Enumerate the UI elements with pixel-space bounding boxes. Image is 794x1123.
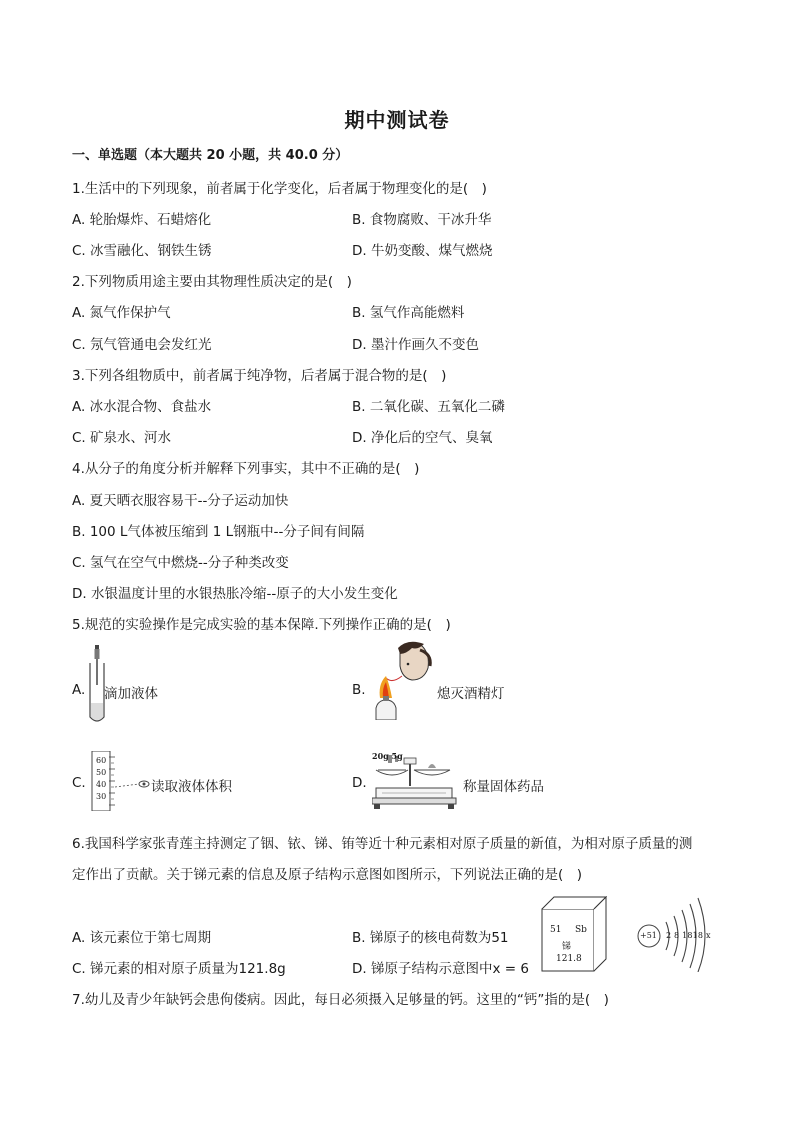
question-1-option-b[interactable]: B. 食物腐败、干冰升华 — [352, 212, 492, 228]
alcohol-lamp-figure — [372, 640, 436, 720]
question-3-option-c[interactable]: C. 矿泉水、河水 — [72, 430, 172, 446]
question-2-option-d[interactable]: D. 墨汁作画久不变色 — [352, 337, 479, 353]
question-5-caption-a: 滴加液体 — [104, 686, 158, 702]
cylinder-tick-40: 40 — [96, 780, 107, 789]
balance-scale-figure — [372, 752, 458, 812]
question-4-option-a[interactable]: A. 夏天晒衣服容易干--分子运动加快 — [72, 493, 289, 509]
question-7-stem: 7.幼儿及青少年缺钙会患佝偻病。因此，每日必须摄入足够量的钙。这里的“钙”指的是( ) — [72, 992, 609, 1008]
question-5-option-c[interactable]: C. — [72, 775, 86, 791]
question-3-option-a[interactable]: A. 冰水混合物、食盐水 — [72, 399, 212, 415]
question-5-option-d[interactable]: D. — [352, 775, 367, 791]
question-2-stem: 2.下列物质用途主要由其物理性质决定的是( ) — [72, 274, 352, 290]
question-2-option-b[interactable]: B. 氢气作高能燃料 — [352, 305, 465, 321]
element-mass: 121.8 — [556, 954, 582, 964]
question-5-caption-c: 读取液体体积 — [151, 779, 232, 795]
atom-nucleus-charge: +51 — [640, 931, 657, 940]
section-heading: 一、单选题（本大题共 20 小题，共 40.0 分） — [72, 148, 349, 163]
cylinder-tick-30: 30 — [96, 792, 107, 801]
element-atomic-number: 51 — [550, 925, 562, 935]
question-3-stem: 3.下列各组物质中，前者属于纯净物，后者属于混合物的是( ) — [72, 368, 447, 384]
question-2-option-a[interactable]: A. 氮气作保护气 — [72, 305, 171, 321]
element-symbol: Sb — [575, 925, 587, 935]
question-4-option-c[interactable]: C. 氢气在空气中燃烧--分子种类改变 — [72, 555, 289, 571]
cylinder-tick-labels — [96, 755, 106, 803]
question-3-option-d[interactable]: D. 净化后的空气、臭氧 — [352, 430, 493, 446]
question-3-option-b[interactable]: B. 二氧化碳、五氧化二磷 — [352, 399, 505, 415]
question-5-option-b[interactable]: B. — [352, 682, 366, 698]
question-5-stem: 5.规范的实验操作是完成实验的基本保障.下列操作正确的是( ) — [72, 617, 451, 633]
question-6-stem-line-1: 6.我国科学家张青莲主持测定了铟、铱、锑、铕等近十种元素相对原子质量的新值，为相对原子质量的测 — [72, 836, 693, 852]
element-name: 锑 — [562, 942, 572, 952]
question-5-caption-b: 熄灭酒精灯 — [437, 686, 505, 702]
cylinder-tick-50: 50 — [96, 768, 107, 777]
question-5-option-a[interactable]: A. — [72, 682, 86, 698]
atom-shell-electrons: 2 8 1818 x — [666, 931, 711, 940]
question-6-option-c[interactable]: C. 锑元素的相对原子质量为121.8g — [72, 961, 286, 977]
question-1-option-d[interactable]: D. 牛奶变酸、煤气燃烧 — [352, 243, 493, 259]
question-1-option-c[interactable]: C. 冰雪融化、钢铁生锈 — [72, 243, 212, 259]
question-6-option-d[interactable]: D. 锑原子结构示意图中x = 6 — [352, 961, 529, 977]
question-4-option-b[interactable]: B. 100 L气体被压缩到 1 L钢瓶中--分子间有间隔 — [72, 524, 365, 540]
question-5-caption-d: 称量固体药品 — [463, 779, 544, 795]
page-title: 期中测试卷 — [344, 108, 450, 132]
question-6-option-a[interactable]: A. 该元素位于第七周期 — [72, 930, 212, 946]
question-1-option-a[interactable]: A. 轮胎爆炸、石蜡熔化 — [72, 212, 212, 228]
question-6-stem-line-2: 定作出了贡献。关于锑元素的信息及原子结构示意图如图所示，下列说法正确的是( ) — [72, 867, 583, 883]
question-4-option-d[interactable]: D. 水银温度计里的水银热胀冷缩--原子的大小发生变化 — [72, 586, 398, 602]
question-6-option-b[interactable]: B. 锑原子的核电荷数为51 — [352, 930, 509, 946]
balance-weight-labels: 20g 5g — [372, 751, 403, 761]
question-4-stem: 4.从分子的角度分析并解释下列事实，其中不正确的是( ) — [72, 461, 420, 477]
question-1-stem: 1.生活中的下列现象，前者属于化学变化，后者属于物理变化的是( ) — [72, 181, 487, 197]
cylinder-tick-60: 60 — [96, 756, 107, 765]
question-2-option-c[interactable]: C. 氖气管通电会发红光 — [72, 337, 212, 353]
